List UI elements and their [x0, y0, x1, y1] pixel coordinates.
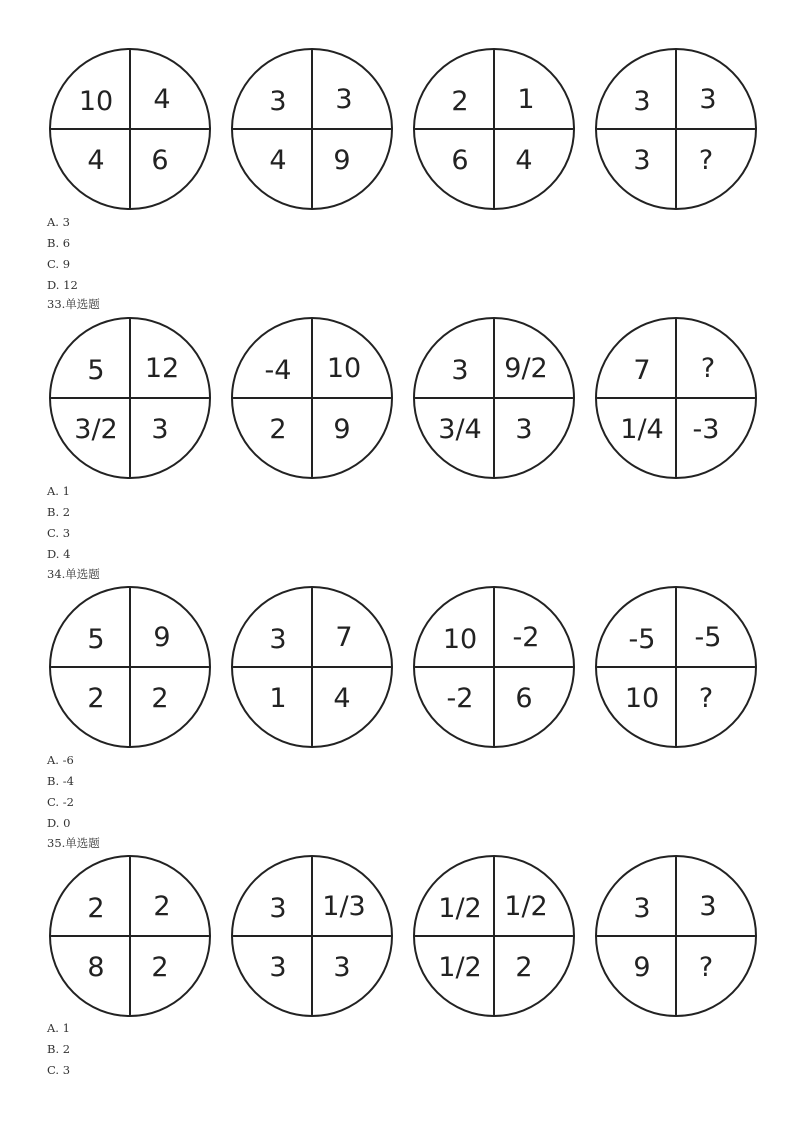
circle-bottom-right: -3 [692, 414, 720, 445]
circle-figure-1 [49, 855, 211, 1017]
circle-top-right: ? [700, 353, 716, 384]
circle-figure-4 [595, 586, 757, 748]
option-b[interactable]: B. 2 [47, 505, 71, 519]
circle-figure-3 [413, 48, 575, 210]
option-a[interactable]: A. 1 [47, 484, 70, 498]
option-c[interactable]: C. 3 [47, 526, 71, 540]
circle-figure-3 [413, 586, 575, 748]
circle-bottom-left: 6 [451, 145, 469, 176]
circle-top-right: 3 [335, 84, 353, 115]
question-34 [0, 586, 800, 830]
circle-bottom-left: 3 [633, 145, 651, 176]
circle-bottom-left: 10 [624, 683, 660, 714]
circle-bottom-right: 6 [515, 683, 533, 714]
circle-bottom-left: 3/2 [74, 414, 118, 445]
circle-bottom-right: ? [698, 145, 714, 176]
option-a[interactable]: A. 1 [47, 1021, 70, 1035]
circle-top-left: 3 [451, 355, 469, 386]
circle-top-left: 2 [87, 893, 105, 924]
circle-top-left: 5 [87, 355, 105, 386]
circle-bottom-right: 2 [151, 683, 169, 714]
circle-bottom-left: 1/2 [438, 952, 482, 983]
circle-top-right: -5 [694, 622, 722, 653]
circle-top-right: 3 [699, 891, 717, 922]
circle-bottom-left: 3/4 [438, 414, 482, 445]
circle-top-right: 9 [153, 622, 171, 653]
circle-figures [0, 48, 800, 214]
answer-options [47, 212, 78, 296]
option-a[interactable]: A. 3 [47, 215, 70, 229]
circle-figure-1 [49, 317, 211, 479]
circle-top-right: 10 [326, 353, 362, 384]
option-b[interactable]: B. 6 [47, 236, 71, 250]
question-label: 33.单选题 [47, 297, 100, 311]
option-c[interactable]: C. 9 [47, 257, 71, 271]
circle-top-left: -4 [264, 355, 292, 386]
circle-top-right: -2 [512, 622, 540, 653]
circle-bottom-left: 2 [87, 683, 105, 714]
option-b[interactable]: B. 2 [47, 1042, 71, 1056]
circle-figure-4 [595, 317, 757, 479]
circle-figure-3 [413, 317, 575, 479]
option-c[interactable]: C. -2 [47, 795, 74, 809]
answer-options [47, 1018, 70, 1081]
circle-top-right: 9/2 [504, 353, 548, 384]
circle-top-right: 2 [153, 891, 171, 922]
circle-figure-1 [49, 48, 211, 210]
circle-bottom-right: 4 [515, 145, 533, 176]
circle-top-left: 3 [269, 893, 287, 924]
circle-figure-2 [231, 855, 393, 1017]
circle-bottom-right: ? [698, 952, 714, 983]
question-label: 35.单选题 [47, 836, 100, 850]
circle-bottom-left: 8 [87, 952, 105, 983]
circle-figure-2 [231, 48, 393, 210]
circle-bottom-right: 3 [515, 414, 533, 445]
circle-bottom-right: 3 [333, 952, 351, 983]
circle-bottom-right: ? [698, 683, 714, 714]
circle-bottom-right: 9 [333, 414, 351, 445]
option-b[interactable]: B. -4 [47, 774, 74, 788]
circle-figure-1 [49, 586, 211, 748]
circle-top-left: 3 [269, 86, 287, 117]
question-32 [0, 48, 800, 292]
circle-top-left: 5 [87, 624, 105, 655]
circle-top-right: 1 [517, 84, 535, 115]
question-label: 34.单选题 [47, 567, 100, 581]
circle-bottom-left: 1 [269, 683, 287, 714]
circle-bottom-right: 2 [151, 952, 169, 983]
circle-top-left: 3 [269, 624, 287, 655]
circle-bottom-left: -2 [446, 683, 474, 714]
answer-options [47, 750, 74, 834]
circle-figure-4 [595, 855, 757, 1017]
circle-top-right: 7 [335, 622, 353, 653]
circle-top-left: 3 [633, 893, 651, 924]
answer-options [47, 481, 70, 565]
circle-figure-2 [231, 317, 393, 479]
question-35 [0, 855, 800, 1077]
circle-top-right: 3 [699, 84, 717, 115]
circle-bottom-right: 3 [151, 414, 169, 445]
option-d[interactable]: D. 4 [47, 547, 71, 561]
option-a[interactable]: A. -6 [47, 753, 74, 767]
circle-bottom-right: 9 [333, 145, 351, 176]
circle-top-right: 1/2 [504, 891, 548, 922]
circle-bottom-left: 1/4 [620, 414, 664, 445]
circle-bottom-right: 4 [333, 683, 351, 714]
option-d[interactable]: D. 12 [47, 278, 78, 292]
circle-figures [0, 317, 800, 483]
circle-bottom-left: 4 [87, 145, 105, 176]
circle-top-left: 2 [451, 86, 469, 117]
circle-top-left: 1/2 [438, 893, 482, 924]
circle-bottom-right: 2 [515, 952, 533, 983]
circle-top-right: 4 [153, 84, 171, 115]
option-c[interactable]: C. 3 [47, 1063, 71, 1077]
circle-figures [0, 855, 800, 1021]
circle-bottom-right: 6 [151, 145, 169, 176]
circle-figures [0, 586, 800, 752]
circle-bottom-left: 9 [633, 952, 651, 983]
option-d[interactable]: D. 0 [47, 816, 71, 830]
circle-top-right: 12 [144, 353, 180, 384]
circle-top-left: 10 [78, 86, 114, 117]
circle-bottom-left: 3 [269, 952, 287, 983]
circle-top-left: 10 [442, 624, 478, 655]
circle-figure-3 [413, 855, 575, 1017]
circle-top-right: 1/3 [322, 891, 366, 922]
circle-figure-2 [231, 586, 393, 748]
circle-bottom-left: 4 [269, 145, 287, 176]
circle-top-left: 3 [633, 86, 651, 117]
circle-top-left: -5 [628, 624, 656, 655]
circle-figure-4 [595, 48, 757, 210]
question-33 [0, 317, 800, 561]
circle-bottom-left: 2 [269, 414, 287, 445]
circle-top-left: 7 [633, 355, 651, 386]
